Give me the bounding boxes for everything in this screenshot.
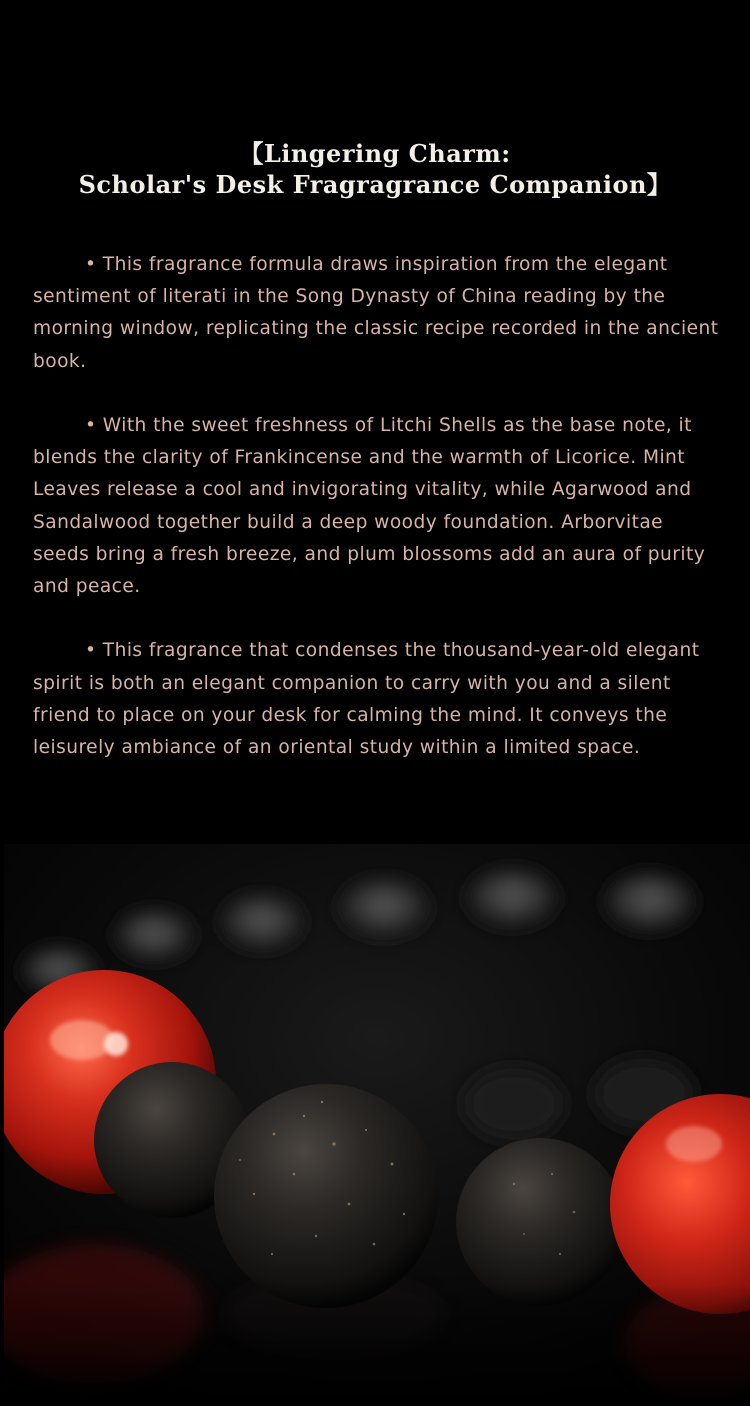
bead-bracelet-photo [4, 844, 750, 1400]
paragraph-usage: • This fragrance that condenses the thousand-year-old elegant spirit is both an elegant companion to carry with you and a silent friend to place on your desk for calming the mind. It conveys the leisurely ambiance of an oriental study within a limited space. [33, 640, 700, 759]
section-title [0, 138, 750, 200]
title-line-2: Scholar's Desk Fragragrance Companion】 [78, 170, 672, 199]
description-text [33, 249, 723, 764]
paragraph-ingredients: • With the sweet freshness of Litchi Shells as the base note, it blends the clarity of Frankincense and the warmth of Licorice. Mint Leaves release a cool and invigorating vitality, while Agarwood and Sandalwood together build a deep woody foundation. Arborvitae seeds bring a fresh breeze, and plum blossoms add an aura of purity and peace. [33, 415, 706, 598]
paragraph-inspiration: • This fragrance formula draws inspiration from the elegant sentiment of literati in the Song Dynasty of China reading by the morning window, replicating the classic recipe recorded in the ancient book. [33, 254, 719, 372]
title-line-1: 【Lingering Charm: [239, 139, 511, 168]
